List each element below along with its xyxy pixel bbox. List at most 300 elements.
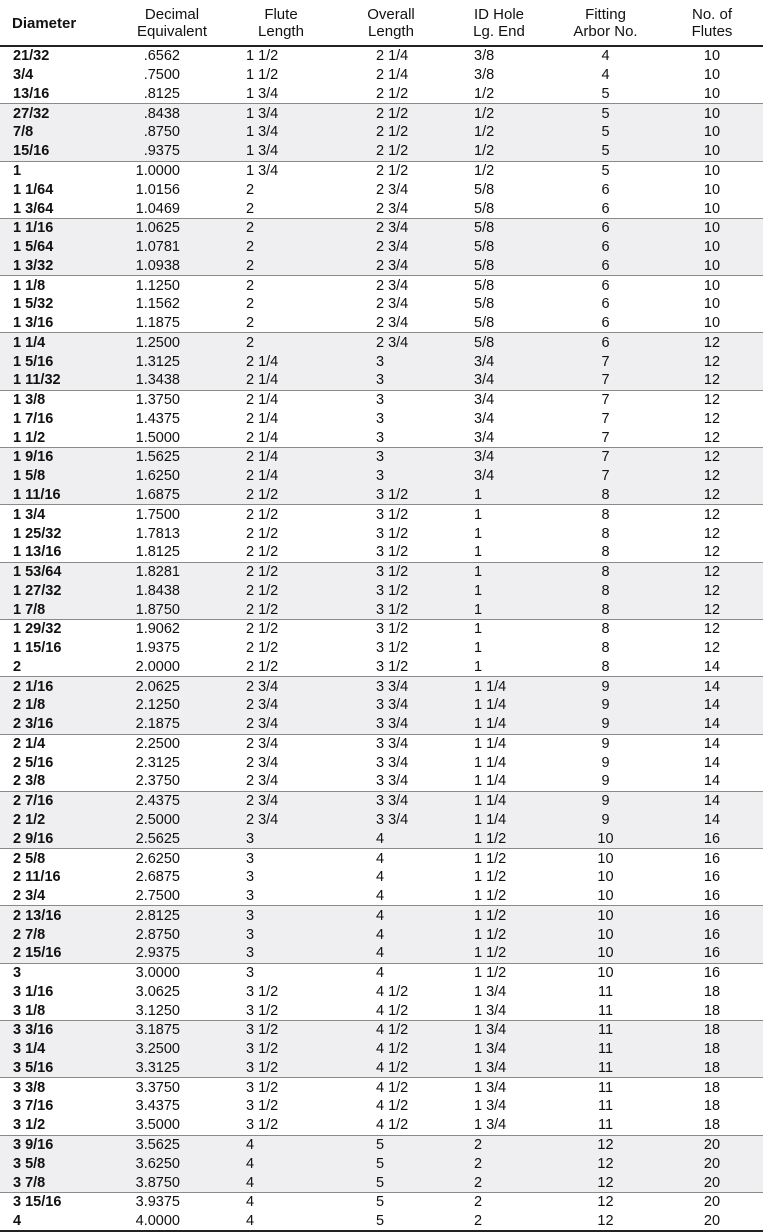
header-line: No. of [691,6,733,23]
table-row [0,753,763,772]
diameter-cell: 3 9/16 [0,1135,116,1154]
diameter-cell: 1 3/64 [13,200,54,217]
flutes-cell: 10 [661,238,763,257]
table-row [0,1173,763,1192]
diameter-cell: 1 29/32 [0,619,116,638]
id-hole-cell: 1 1/4 [448,791,550,810]
flute-length-cell: 2 1/2 [228,486,334,505]
flute-length-cell: 3 [246,888,255,905]
table-row [0,963,763,982]
flutes-cell: 12 [661,390,763,409]
header-line: Fitting [585,6,626,23]
flute-length-cell: 2 1/4 [228,390,334,409]
diameter-cell: 1 5/16 [0,352,116,371]
table-row [0,829,763,848]
arbor-cell: 5 [550,161,661,180]
arbor-cell: 8 [601,658,610,675]
diameter-cell: 1 3/8 [0,390,116,409]
id-hole-cell: 3/4 [448,467,550,486]
flutes-cell: 16 [703,869,721,886]
flutes-cell: 18 [661,1059,763,1078]
diameter-cell: 2 15/16 [0,944,116,963]
id-hole-cell: 1 1/4 [448,696,550,715]
diameter-cell: 1 5/8 [0,467,116,486]
table-row [0,505,763,524]
flutes-cell: 14 [703,754,721,771]
decimal-cell: .8438 [116,104,228,123]
overall-length-cell: 2 1/4 [376,48,409,65]
id-hole-cell: 1 1/2 [474,869,507,886]
id-hole-cell: 1 3/4 [474,1002,507,1019]
overall-length-cell: 3 [334,448,448,467]
arbor-cell: 7 [550,352,661,371]
flutes-cell: 20 [661,1154,763,1173]
flute-length-cell: 3 1/2 [228,1040,334,1059]
flutes-cell: 14 [661,734,763,753]
diameter-cell: 3 3/16 [0,1021,116,1040]
diameter-cell: 3 7/16 [13,1098,54,1115]
flutes-cell: 14 [661,811,763,830]
header-line: Equivalent [136,23,208,40]
table-row [0,925,763,944]
id-hole-cell: 5/8 [448,238,550,257]
table-row [0,1192,763,1211]
diameter-cell: 1 1/64 [13,181,54,198]
flutes-cell: 12 [661,562,763,581]
overall-length-cell: 2 3/4 [334,333,448,352]
flutes-cell: 10 [661,104,763,123]
decimal-cell: 2.3125 [135,754,180,771]
overall-length-cell: 3 1/2 [334,562,448,581]
overall-length-cell: 4 [334,849,448,868]
flutes-cell: 12 [661,581,763,600]
id-hole-cell: 1 [448,562,550,581]
flute-length-cell: 3 [228,944,334,963]
decimal-cell: 1.9375 [135,640,180,657]
id-hole-cell: 2 [448,1135,550,1154]
overall-length-cell: 4 [334,963,448,982]
header-line: Arbor No. [573,23,638,40]
arbor-cell: 11 [550,1078,661,1097]
overall-length-cell: 3 1/2 [334,581,448,600]
overall-length-cell: 2 1/4 [376,67,409,84]
flutes-cell: 12 [703,410,721,427]
flute-length-cell: 2 [228,218,334,237]
id-hole-cell: 3/4 [448,390,550,409]
id-hole-cell: 1 3/4 [474,1117,507,1134]
flute-length-cell: 2 1/2 [228,600,334,619]
decimal-cell: 2.6875 [135,869,180,886]
table-row [0,677,763,696]
arbor-cell: 5 [601,85,610,102]
overall-length-cell: 4 1/2 [376,1002,409,1019]
overall-length-cell: 3 3/4 [334,677,448,696]
flute-length-cell: 2 1/2 [228,505,334,524]
id-hole-cell: 1 1/4 [448,734,550,753]
id-hole-cell: 1 [474,658,483,675]
arbor-cell: 11 [597,1002,614,1019]
id-hole-cell: 1 3/4 [474,1098,507,1115]
header-line: Diameter [12,14,77,32]
diameter-cell: 3 [0,963,116,982]
flutes-cell: 10 [703,181,721,198]
decimal-cell: 1.0625 [116,218,228,237]
id-hole-cell: 5/8 [448,218,550,237]
flutes-cell: 12 [703,525,721,542]
table-row [0,486,763,505]
id-hole-cell: 2 [448,1192,550,1211]
diameter-cell: 1 1/4 [0,333,116,352]
diameter-cell: 1 27/32 [0,581,116,600]
id-hole-cell: 3/4 [474,429,495,446]
decimal-cell: 1.0469 [135,200,180,217]
arbor-cell: 10 [597,888,614,905]
arbor-cell: 9 [550,791,661,810]
diameter-cell: 3 5/8 [0,1154,116,1173]
decimal-cell: 1.6250 [116,467,228,486]
diameter-cell: 1 [0,161,116,180]
arbor-cell: 10 [597,869,614,886]
flute-length-cell: 4 [228,1192,334,1211]
header-line: ID Hole [473,6,525,23]
flute-length-cell: 1 3/4 [228,104,334,123]
id-hole-cell: 1 1/2 [448,925,550,944]
flute-length-cell: 2 [246,296,255,313]
flute-length-cell: 3 1/2 [246,1002,279,1019]
overall-length-cell: 2 3/4 [334,276,448,295]
flute-length-cell: 4 [228,1173,334,1192]
table-body [0,46,763,1231]
diameter-cell: 1 5/32 [13,296,54,313]
table-row [0,1059,763,1078]
table-row [0,543,763,562]
overall-length-cell: 4 [376,888,385,905]
flute-length-cell: 4 [228,1135,334,1154]
decimal-cell: 1.8750 [116,600,228,619]
overall-length-cell: 4 1/2 [334,1021,448,1040]
id-hole-cell: 1 1/2 [448,963,550,982]
flute-length-cell: 1 1/2 [246,48,279,65]
flute-length-cell: 2 1/2 [246,640,279,657]
flutes-cell: 12 [661,619,763,638]
id-hole-cell: 1 1/2 [448,944,550,963]
flute-length-cell: 2 [246,315,255,332]
flutes-cell: 10 [661,123,763,142]
flute-length-cell: 2 3/4 [246,773,279,790]
flute-length-cell: 1 3/4 [228,161,334,180]
flutes-cell: 10 [661,256,763,275]
id-hole-cell: 3/4 [448,448,550,467]
decimal-cell: 2.8125 [116,906,228,925]
overall-length-cell: 3 [376,410,385,427]
table-row [0,333,763,352]
arbor-cell: 5 [550,123,661,142]
diameter-cell: 2 11/16 [13,869,61,886]
arbor-cell: 9 [601,754,610,771]
flute-length-cell: 2 3/4 [228,791,334,810]
id-hole-cell: 3/4 [448,371,550,390]
arbor-cell: 6 [601,181,610,198]
arbor-cell: 9 [550,696,661,715]
decimal-cell: 2.9375 [116,944,228,963]
flutes-cell: 12 [703,544,721,561]
arbor-cell: 9 [550,734,661,753]
flutes-cell: 14 [661,696,763,715]
overall-length-cell: 3 3/4 [334,811,448,830]
id-hole-cell: 1 1/2 [448,849,550,868]
header-line: Flute [264,6,298,23]
overall-length-cell: 2 3/4 [334,256,448,275]
id-hole-cell: 1 1/2 [474,888,507,905]
arbor-cell: 9 [550,811,661,830]
flutes-cell: 12 [661,600,763,619]
arbor-cell: 7 [601,429,610,446]
flute-length-cell: 2 1/4 [228,467,334,486]
arbor-cell: 12 [550,1212,661,1232]
arbor-cell: 4 [601,67,610,84]
table-row [0,1097,763,1116]
decimal-cell: 1.3125 [116,352,228,371]
diameter-cell: 3 1/8 [13,1002,46,1019]
decimal-cell: 1.0156 [135,181,180,198]
flute-length-cell: 2 3/4 [228,696,334,715]
decimal-cell: .8750 [116,123,228,142]
arbor-cell: 12 [550,1173,661,1192]
id-hole-cell: 2 [448,1173,550,1192]
flutes-cell: 16 [661,944,763,963]
overall-length-cell: 4 1/2 [376,1098,409,1115]
arbor-cell: 10 [550,849,661,868]
overall-length-cell: 2 3/4 [376,200,409,217]
diameter-cell: 3 7/8 [0,1173,116,1192]
diameter-cell: 1 1/2 [13,429,46,446]
flute-length-cell: 3 1/2 [246,1098,279,1115]
flute-length-cell: 1 3/4 [228,142,334,161]
flute-length-cell: 1 3/4 [246,85,279,102]
id-hole-cell: 1 3/4 [448,1021,550,1040]
arbor-cell: 9 [550,715,661,734]
overall-length-cell: 5 [334,1192,448,1211]
arbor-cell: 8 [550,581,661,600]
arbor-cell: 7 [550,448,661,467]
arbor-cell: 12 [550,1154,661,1173]
header-id-hole [448,4,550,46]
flutes-cell: 14 [661,715,763,734]
diameter-cell: 3 1/2 [13,1117,46,1134]
flutes-cell: 10 [703,296,721,313]
id-hole-cell: 5/8 [474,181,495,198]
id-hole-cell: 1 1/4 [474,754,507,771]
table-row [0,1116,763,1135]
arbor-cell: 11 [550,1040,661,1059]
overall-length-cell: 4 [334,925,448,944]
flutes-cell: 14 [703,658,721,675]
overall-length-cell: 3 3/4 [334,696,448,715]
table-row [0,887,763,906]
header-no-of-flutes [661,4,763,46]
overall-length-cell: 3 [334,390,448,409]
decimal-cell: 3.5625 [116,1135,228,1154]
header-decimal-equivalent [116,4,228,46]
table-row [0,849,763,868]
id-hole-cell: 3/8 [474,48,495,65]
flutes-cell: 16 [661,906,763,925]
flutes-cell: 10 [703,315,721,332]
decimal-cell: 4.0000 [116,1212,228,1232]
diameter-cell: 1 13/16 [13,544,62,561]
table-row [0,66,763,85]
overall-length-cell: 5 [334,1154,448,1173]
overall-length-cell: 2 1/2 [334,161,448,180]
flutes-cell: 20 [661,1173,763,1192]
diameter-cell: 2 [13,658,22,675]
flutes-cell: 10 [661,142,763,161]
table-row [0,218,763,237]
decimal-cell: 1.1250 [116,276,228,295]
diameter-cell: 3/4 [13,67,34,84]
overall-length-cell: 3 1/2 [376,640,409,657]
table-row [0,371,763,390]
table-row [0,639,763,658]
decimal-cell: 1.1875 [135,315,180,332]
flutes-cell: 14 [703,773,721,790]
spec-table [0,4,763,1232]
decimal-cell: 1.8438 [116,581,228,600]
overall-length-cell: 2 3/4 [334,218,448,237]
id-hole-cell: 1 [448,486,550,505]
overall-length-cell: 3 1/2 [376,525,409,542]
table-row [0,467,763,486]
overall-length-cell: 4 [334,906,448,925]
id-hole-cell: 1/2 [474,85,495,102]
flute-length-cell: 2 [228,333,334,352]
id-hole-cell: 1 1/2 [448,906,550,925]
table-row [0,619,763,638]
arbor-cell: 11 [597,983,614,1000]
decimal-cell: 2.1250 [116,696,228,715]
flutes-cell: 12 [661,333,763,352]
flutes-cell: 18 [703,1117,721,1134]
arbor-cell: 8 [601,544,610,561]
diameter-cell: 4 [0,1212,116,1232]
header-line: Lg. End [473,23,525,40]
flute-length-cell: 3 [228,963,334,982]
arbor-cell: 6 [601,200,610,217]
header-line: Length [258,23,304,40]
flutes-cell: 20 [661,1135,763,1154]
diameter-cell: 1 53/64 [0,562,116,581]
id-hole-cell: 1 [448,505,550,524]
header-fitting-arbor [550,4,661,46]
table-row [0,715,763,734]
decimal-cell: 1.4375 [135,410,180,427]
table-row [0,1078,763,1097]
flute-length-cell: 4 [228,1154,334,1173]
arbor-cell: 8 [550,562,661,581]
arbor-cell: 8 [550,486,661,505]
table-row [0,868,763,887]
overall-length-cell: 3 1/2 [334,619,448,638]
diameter-cell: 1 7/16 [13,410,54,427]
table-row [0,238,763,257]
diameter-cell: 2 1/16 [0,677,116,696]
decimal-cell: 3.3125 [116,1059,228,1078]
flute-length-cell: 2 1/2 [246,525,279,542]
diameter-cell: 2 1/2 [0,811,116,830]
flute-length-cell: 2 1/4 [246,429,279,446]
table-row [0,906,763,925]
flutes-cell: 16 [661,849,763,868]
header-line: Flutes [691,23,733,40]
decimal-cell: 2.1875 [116,715,228,734]
table-row [0,1154,763,1173]
id-hole-cell: 1 3/4 [448,1078,550,1097]
arbor-cell: 6 [550,276,661,295]
overall-length-cell: 3 1/2 [334,486,448,505]
header-row [0,4,763,46]
flute-length-cell: 3 1/2 [246,1117,279,1134]
arbor-cell: 8 [550,619,661,638]
diameter-cell: 3 1/16 [13,983,54,1000]
id-hole-cell: 5/8 [474,315,495,332]
flutes-cell: 10 [703,200,721,217]
id-hole-cell: 1 1/4 [448,811,550,830]
table-row [0,314,763,333]
diameter-cell: 3 3/8 [0,1078,116,1097]
decimal-cell: 2.5625 [116,829,228,848]
flute-length-cell: 2 3/4 [228,715,334,734]
overall-length-cell: 2 1/2 [376,85,409,102]
flute-length-cell: 3 1/2 [246,983,279,1000]
overall-length-cell: 3 3/4 [334,715,448,734]
id-hole-cell: 1 1/4 [474,773,507,790]
overall-length-cell: 3 3/4 [376,773,409,790]
arbor-cell: 7 [550,371,661,390]
flutes-cell: 12 [661,467,763,486]
decimal-cell: .7500 [143,67,180,84]
arbor-cell: 7 [550,390,661,409]
flute-length-cell: 3 [246,869,255,886]
overall-length-cell: 4 1/2 [334,1059,448,1078]
overall-length-cell: 2 1/2 [334,142,448,161]
arbor-cell: 11 [550,1059,661,1078]
flute-length-cell: 3 [228,849,334,868]
diameter-cell: 2 9/16 [0,829,116,848]
table-row [0,180,763,199]
arbor-cell: 10 [550,906,661,925]
arbor-cell: 6 [550,333,661,352]
flute-length-cell: 2 3/4 [228,677,334,696]
table-row [0,46,763,66]
diameter-cell: 1 3/16 [13,315,54,332]
id-hole-cell: 1/2 [448,161,550,180]
flute-length-cell: 3 1/2 [228,1059,334,1078]
flutes-cell: 12 [661,505,763,524]
flute-length-cell: 3 1/2 [228,1021,334,1040]
table-row [0,1040,763,1059]
id-hole-cell: 1 3/4 [448,1040,550,1059]
overall-length-cell: 3 1/2 [334,600,448,619]
id-hole-cell: 2 [448,1154,550,1173]
overall-length-cell: 3 [334,352,448,371]
decimal-cell: 1.8125 [135,544,180,561]
diameter-cell: 1 1/16 [0,218,116,237]
id-hole-cell: 3/4 [448,352,550,371]
decimal-cell: 1.2500 [116,333,228,352]
diameter-cell: 2 5/8 [0,849,116,868]
flutes-cell: 10 [703,85,721,102]
decimal-cell: 3.0000 [116,963,228,982]
